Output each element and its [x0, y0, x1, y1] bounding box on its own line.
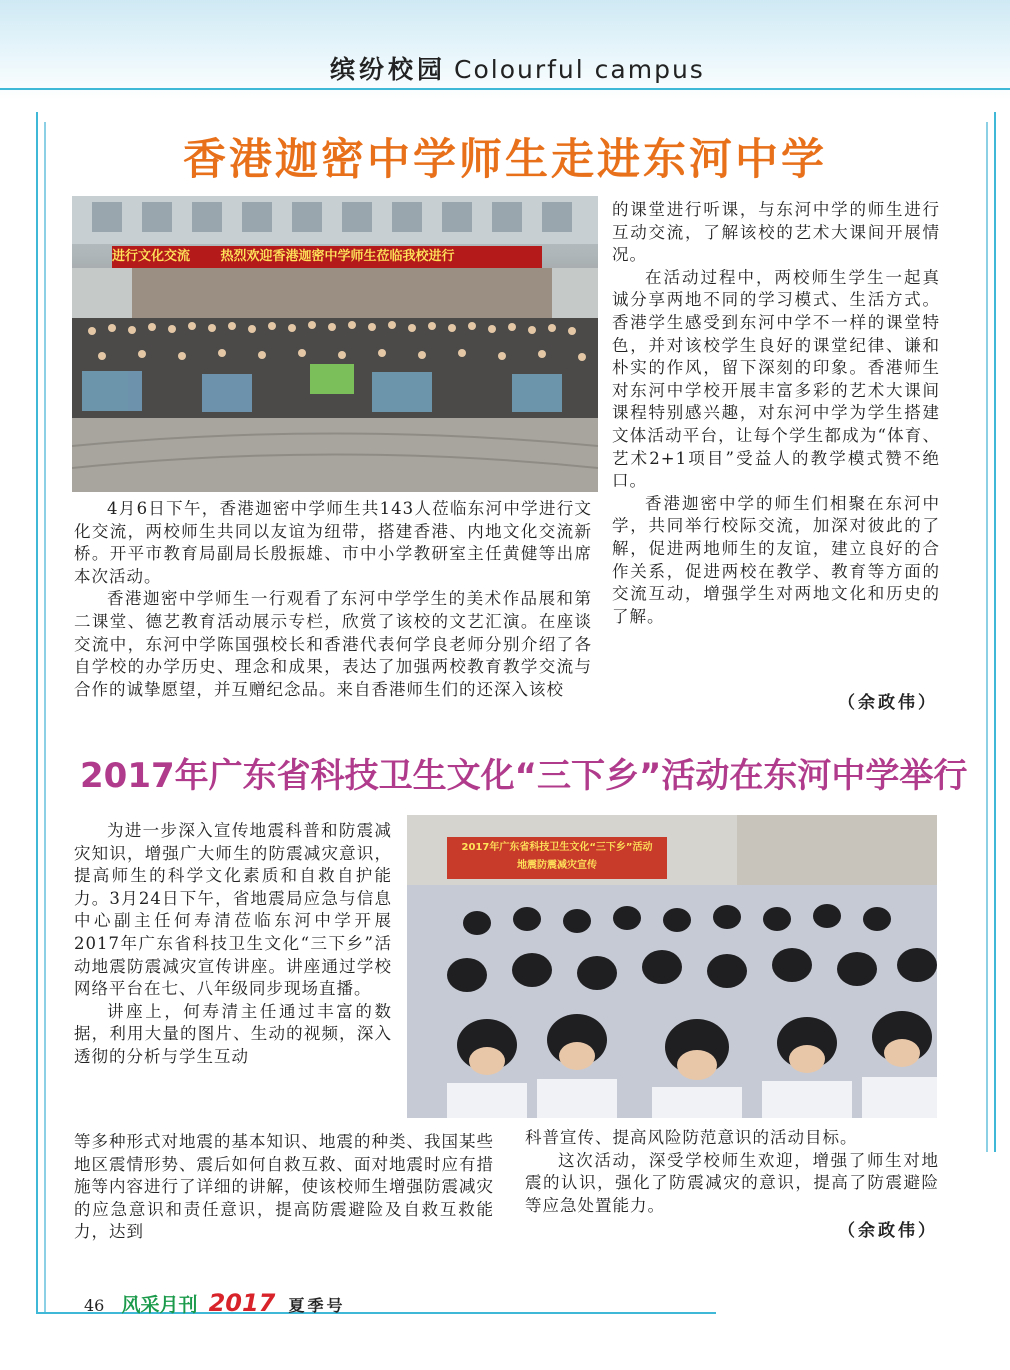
- article2-paragraph: 讲座上，何寿清主任通过丰富的数据，利用大量的图片、生动的视频，深入透彻的分析与学生互动: [74, 1001, 392, 1066]
- frame-top-line: [0, 88, 1010, 90]
- section-header: [330, 50, 705, 86]
- article1-right-column: [612, 199, 940, 628]
- group-photo-illustration: [72, 196, 598, 492]
- magazine-name: 风采月刊: [121, 1294, 198, 1316]
- article2-paragraph: 等多种形式对地震的基本知识、地震的种类、我国某些地区震情形势、震后如何自救互救、面对地震时应有措施等内容进行了详细的讲解，使该校师生增强防震减灾的应急意识和责任意识，提高防震避险及自救互救能力，达到: [74, 1132, 494, 1242]
- magazine-year: 2017: [208, 1289, 276, 1317]
- photo1-banner-right: 热烈欢迎香港迦密中学师生莅临我校进行: [220, 249, 455, 264]
- page-number: 46: [84, 1296, 105, 1315]
- article2-paragraph: 这次活动，深受学校师生欢迎，增强了师生对地震的认识，强化了防震减灾的意识，提高了防震避险等应急处置能力。: [525, 1150, 939, 1215]
- frame-left-line: [36, 112, 38, 1312]
- article1-paragraph: 4月6日下午，香港迦密中学师生共143人莅临东河中学进行文化交流，两校师生共同以友谊为纽带，搭建香港、内地文化交流新桥。开平市教育局副局长殷振雄、市中小学教研室主任黄健等出席本次活动。: [74, 499, 592, 586]
- article2-author: （余政伟）: [838, 1221, 938, 1241]
- section-title-cn: 缤纷校园: [330, 55, 447, 84]
- frame-left-line-inner: [44, 122, 46, 1312]
- article1-title: 香港迦密中学师生走进东河中学: [183, 135, 827, 185]
- lecture-photo: [407, 815, 937, 1118]
- article2-paragraph: 为进一步深入宣传地震科普和防震减灾知识，增强广大师生的防震减灾意识，提高师生的科学文化素质和自救自护能力。3月24日下午，省地震局应急与信息中心副主任何寿清莅临东河中学开展2017年广东省科技卫生文化“三下乡”活动地震防震减灾宣传讲座。讲座通过学校网络平台在七、八年级同步现场直播。: [74, 821, 392, 999]
- article1-author: （余政伟）: [838, 693, 938, 713]
- article1-paragraph: 的课堂进行听课，与东河中学的师生进行互动交流，了解该校的艺术大课间开展情况。: [612, 200, 940, 265]
- page-footer: [84, 1289, 345, 1317]
- photo1-banner-left: 进行文化交流: [112, 249, 191, 264]
- photo2-banner: [447, 839, 667, 875]
- article1-paragraph: 香港迦密中学师生一行观看了东河中学学生的美术作品展和第二课堂、德艺教育活动展示专栏，欣赏了该校的文艺汇演。在座谈交流中，东河中学陈国强校长和香港代表何学良老师分别介绍了各自学校的办学历史、理念和成果，表达了加强两校教育教学交流与合作的诚挚愿望，并互赠纪念品。来自香港师生们的还深入该校: [74, 589, 592, 699]
- article2-right-column: [525, 1127, 939, 1217]
- photo2-banner-line2: 地震防震减灾宣传: [517, 860, 597, 871]
- photo2-banner-line1: 2017年广东省科技卫生文化“三下乡”活动: [461, 842, 653, 853]
- article1-paragraph: 在活动过程中，两校师生学生一起真诚分享两地不同的学习模式、生活方式。香港学生感受到东河中学不一样的课堂特色，并对该校学生良好的课堂纪律、谦和朴实的作风，留下深刻的印象。香港师生对东河中学校开展丰富多彩的艺术大课间课程特别感兴趣，对东河中学为学生搭建文体活动平台，让每个学生都成为“体育、艺术2+1项目”受益人的教学模式赞不绝口。: [612, 267, 940, 491]
- group-photo: [72, 196, 598, 492]
- article2-bottom-text: [74, 1131, 494, 1244]
- section-title-en: Colourful campus: [454, 55, 705, 84]
- photo1-banner: [112, 246, 542, 268]
- article1-left-column: [74, 498, 592, 701]
- frame-right-line-inner: [986, 122, 988, 1152]
- article1-paragraph: 香港迦密中学的师生们相聚在东河中学，共同举行校际交流，加深对彼此的了解，促进两地师生的友谊，建立良好的合作关系，促进两校在教学、教育等方面的交流互动，增强学生对两地文化和历史的了解。: [612, 493, 940, 626]
- article2-paragraph: 科普宣传、提高风险防范意识的活动目标。: [525, 1128, 858, 1147]
- frame-right-line: [994, 112, 996, 1152]
- magazine-issue: 夏季号: [288, 1296, 346, 1315]
- article2-left-column: [74, 820, 392, 1069]
- article2-title: 2017年广东省科技卫生文化“三下乡”活动在东河中学举行: [80, 756, 968, 796]
